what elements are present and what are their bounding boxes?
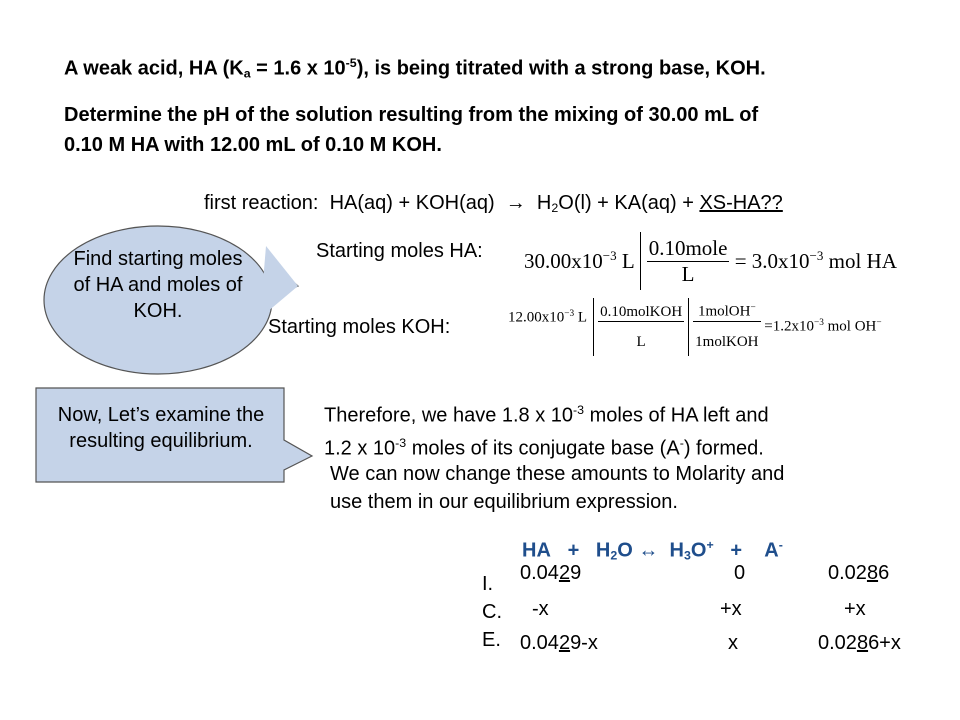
ice-equilibrium-a: 0.0286+x (818, 632, 901, 654)
ice-initial-a: 0.0286 (828, 562, 890, 584)
ice-change-a: +x (844, 598, 866, 620)
ice-initial-ha: 0.0429 (520, 562, 582, 584)
ha-calc-label: Starting moles HA: (316, 240, 483, 262)
first-reaction: first reaction: $HA(aq) + KOH(aq) \to H_2O(l) + KA(aq) + XS-HA$?? (204, 192, 783, 216)
ice-change-h3o: +x (720, 598, 742, 620)
excess-ha: XS-HA?? (699, 192, 783, 214)
equilibrium-header: HA + $H_2O$ ↔ $H_3O^+$ + A- (522, 538, 783, 563)
reaction-label: first reaction: (204, 192, 319, 214)
bubble-2-text: Now, Let’s examine the resulting equilibrium. (57, 404, 265, 452)
therefore-text: Therefore, we have 1.8 x $10^{-3}$ moles of HA left and 1.2 x $10^{-3}$ moles of its conjugate base (A-) formed. (324, 403, 769, 460)
problem-line-1: A weak acid, HA ($K_a = 1.6$ x $10^{-5}$), is being titrated with a strong base, KOH. (64, 56, 766, 81)
problem-line-2: Determine the pH of the solution resulting from the mixing of 30.00 mL of (64, 104, 759, 126)
problem-line-3: 0.10 M HA with 12.00 mL of 0.10 M KOH. (64, 134, 442, 156)
ice-initial-h3o: 0 (734, 562, 746, 584)
ice-equilibrium-ha: 0.0429-x (520, 632, 598, 654)
ha-calc-expression: $30.00x10^{-3}$ L $\frac{\text{0.10mole}}{L}$ = $3.0x10^{-3}$ mol HA (524, 232, 897, 290)
molarity-text: We can now change these amounts to Molarity and use them in our equilibrium expression. (330, 463, 785, 513)
koh-calc-expression: $12.00x10^{-3}$ L $\frac{\text{0.10molKOH}}{L}$ $\frac{1molOH^-}{\text{1molKOH}}$ $=1.2x10^{-3}$ mol OH− (506, 298, 882, 356)
bubble-1-text: Find starting moles of HA and moles of KOH. (73, 248, 243, 322)
ice-labels: I. C. E. (482, 573, 502, 651)
ice-equilibrium-h3o: x (728, 632, 738, 654)
reaction-arrow: → (505, 192, 526, 214)
ice-change-ha: -x (532, 598, 549, 620)
koh-calc-label: Starting moles KOH: (268, 316, 451, 338)
